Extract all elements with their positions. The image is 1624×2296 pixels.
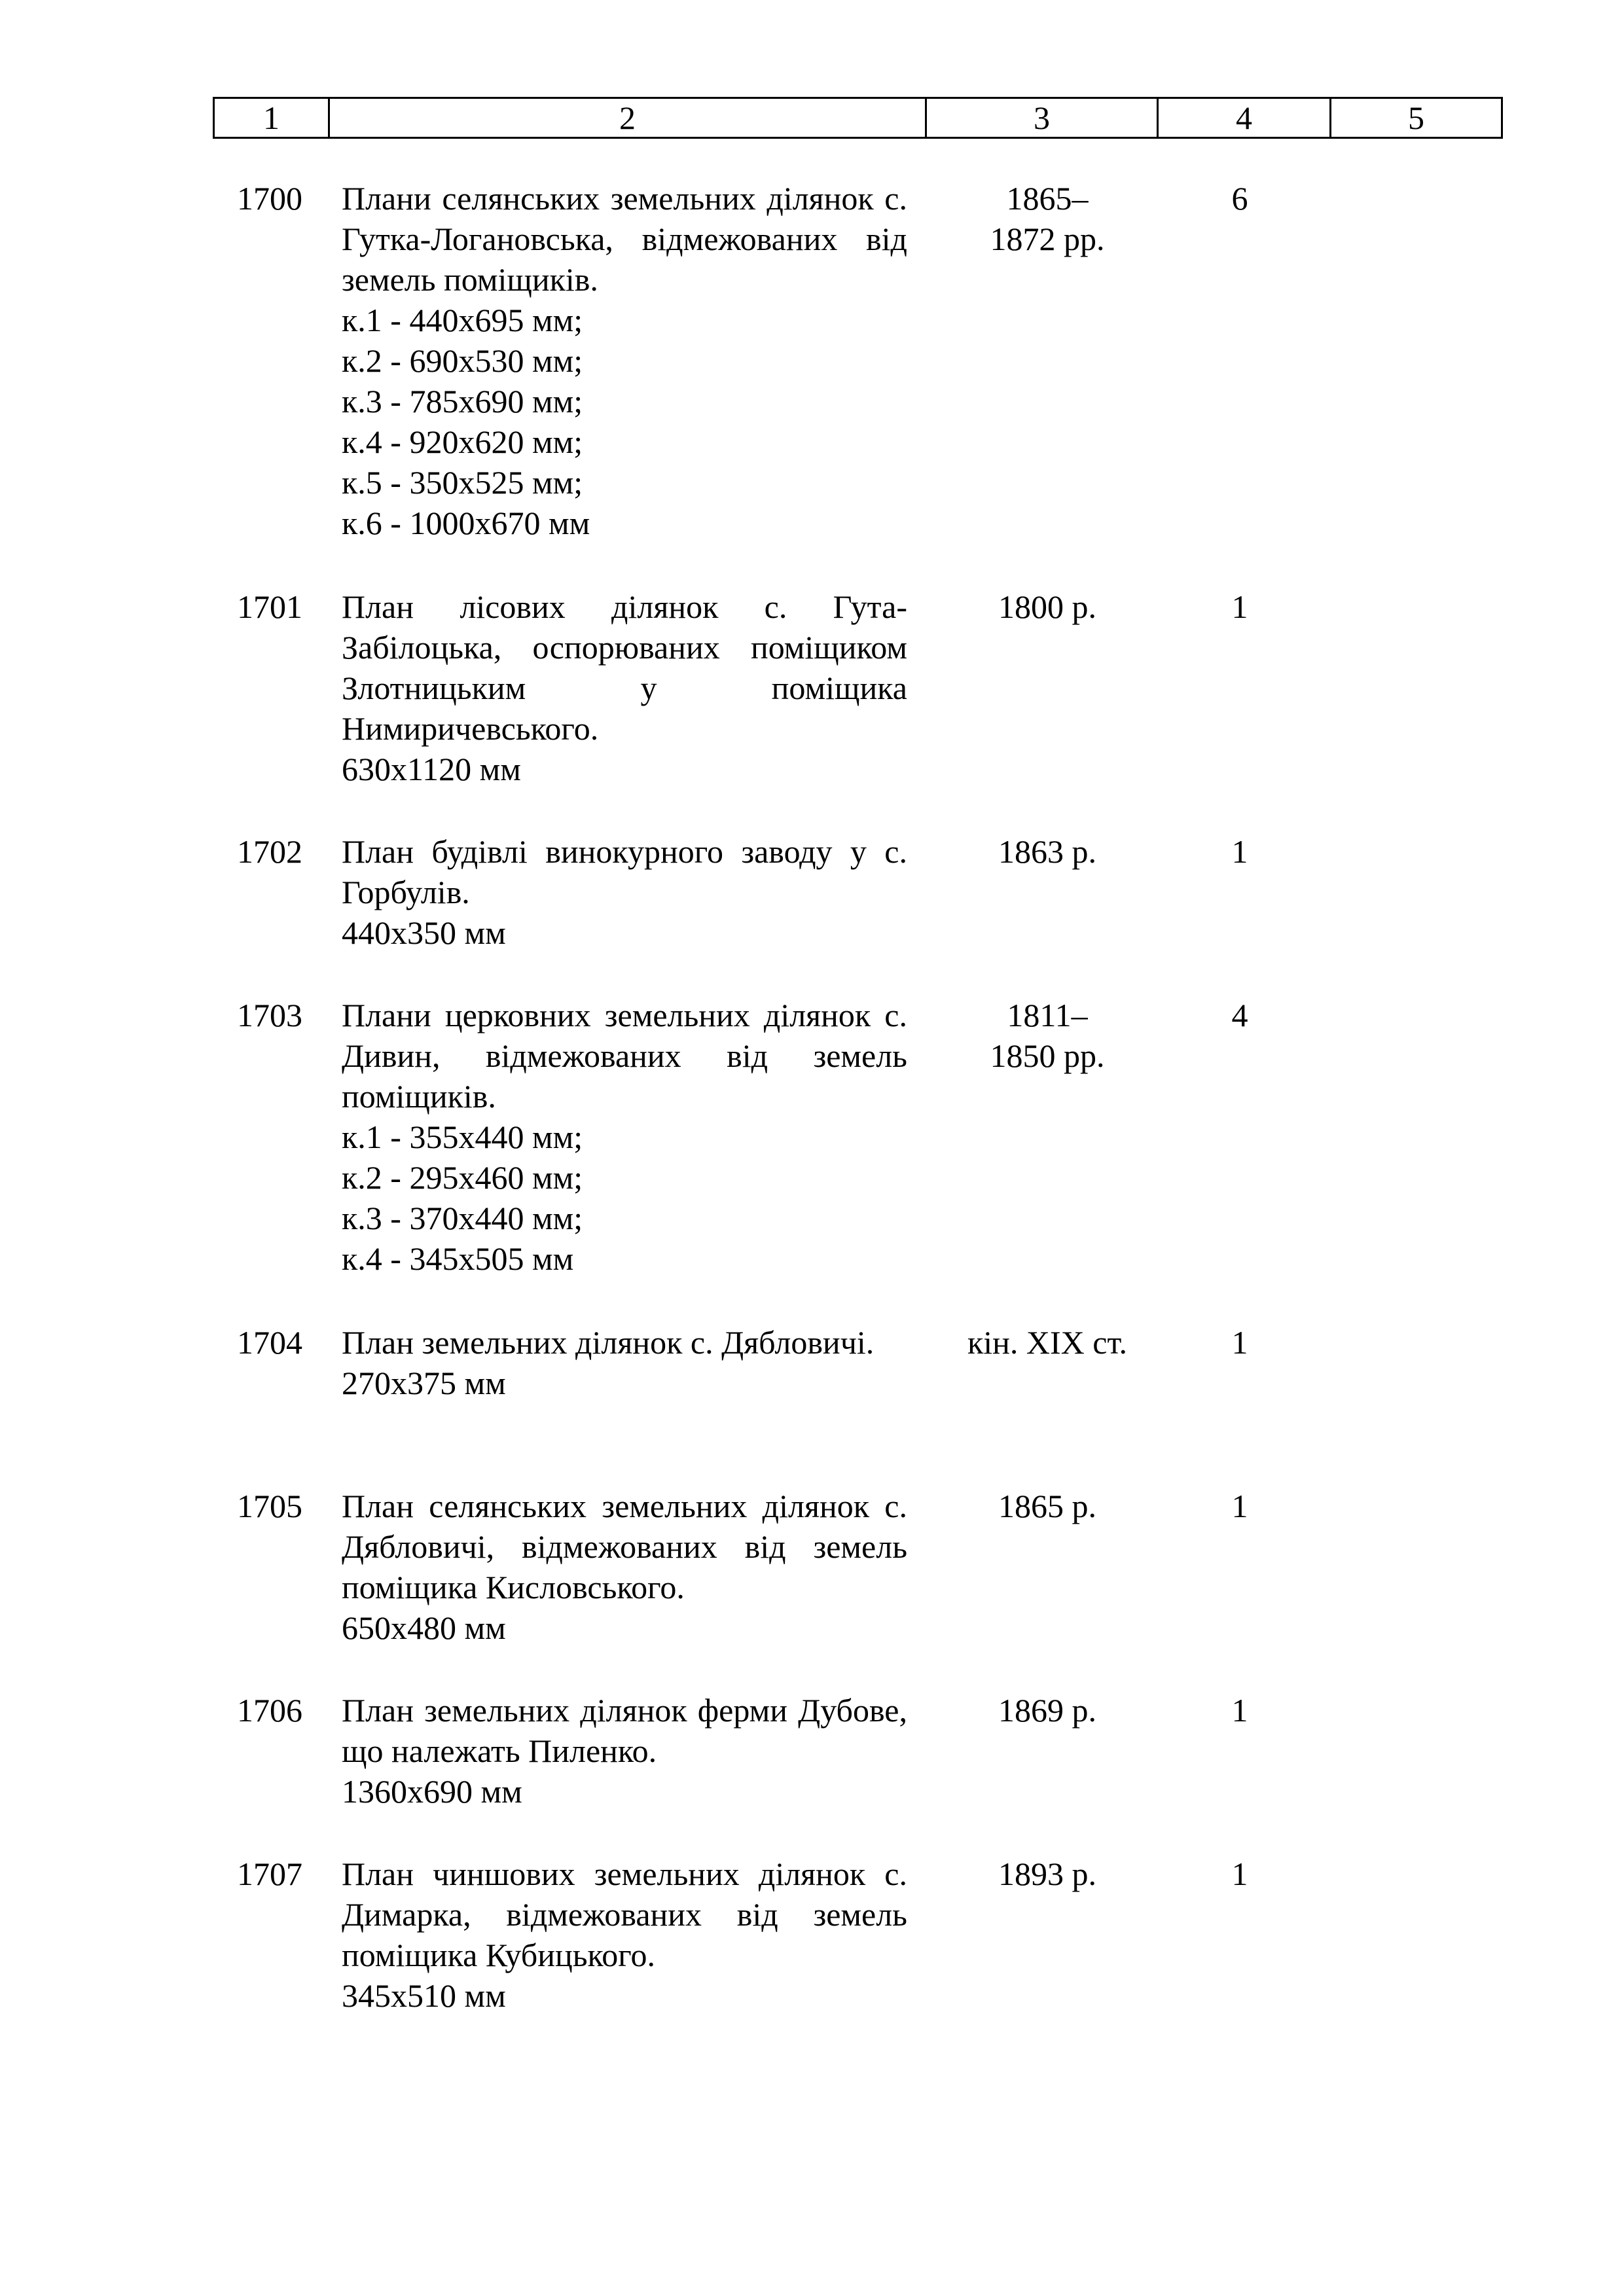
- entry-description: [342, 1690, 907, 1812]
- entry-title: План будівлі винокурного заводу у с. Горбулів.: [342, 833, 907, 910]
- entry-count: 6: [1231, 180, 1248, 217]
- column-header-table: [213, 97, 1503, 139]
- entry-count: 4: [1231, 997, 1248, 1033]
- entry-title: План чиншових земельних ділянок с. Димарка, відмежованих від земель поміщика Кубицького.: [342, 1856, 907, 1973]
- entry-date-line: 1811–: [1007, 997, 1088, 1033]
- column-header-2: 2: [329, 98, 926, 138]
- entry-date-line: 1865 р.: [998, 1488, 1096, 1524]
- entry-count: 1: [1231, 1488, 1248, 1524]
- entry-size: к.2 - 690x530 мм;: [342, 342, 583, 379]
- entry-date: [936, 995, 1159, 1076]
- entry-description: [342, 1854, 907, 2016]
- column-header-5: 5: [1331, 98, 1502, 138]
- entry-number: 1704: [237, 1324, 302, 1361]
- entry-number: 1703: [237, 997, 302, 1033]
- entry-title: План селянських земельних ділянок с. Дябловичі, відмежованих від земель поміщика Кисловського.: [342, 1488, 907, 1605]
- entry-description: [342, 995, 907, 1279]
- entry-number: 1701: [237, 588, 302, 625]
- entry-count: 1: [1231, 1324, 1248, 1361]
- entry-size: к.3 - 785x690 мм;: [342, 383, 583, 420]
- entry-date: [936, 1854, 1159, 1894]
- entry-number: 1707: [237, 1856, 302, 1892]
- entry-title: План лісових ділянок с. Гута-Забілоцька, оспорюваних поміщиком Злотницьким у поміщика Нимиричевського.: [342, 588, 907, 747]
- entry-number: 1705: [237, 1488, 302, 1524]
- entry-size: к.4 - 345x505 мм: [342, 1240, 574, 1277]
- entry-size: к.5 - 350x525 мм;: [342, 464, 583, 501]
- entry-title: Плани селянських земельних ділянок с. Гутка-Логановська, відмежованих від земель поміщиків.: [342, 180, 907, 298]
- entry-date: [936, 586, 1159, 627]
- entry-size: к.4 - 920x620 мм;: [342, 423, 583, 460]
- entry-description: [342, 1322, 907, 1403]
- entry-date: [936, 1690, 1159, 1731]
- entry-date-line: 1865–: [1006, 180, 1089, 217]
- entry-size: к.2 - 295x460 мм;: [342, 1159, 583, 1196]
- entry-size: 270x375 мм: [342, 1365, 506, 1401]
- entry-date-line: 1872 рр.: [990, 221, 1105, 257]
- column-header-4: 4: [1158, 98, 1331, 138]
- entry-date-line: 1893 р.: [998, 1856, 1096, 1892]
- column-header-3: 3: [926, 98, 1158, 138]
- entry-date-line: 1850 рр.: [990, 1037, 1105, 1074]
- entry-size: 345x510 мм: [342, 1977, 506, 2014]
- entry-size: к.1 - 355x440 мм;: [342, 1119, 583, 1155]
- entry-size: 1360x690 мм: [342, 1773, 522, 1810]
- entry-title: Плани церковних земельних ділянок с. Дивин, відмежованих від земель поміщиків.: [342, 997, 907, 1115]
- entry-number: 1706: [237, 1692, 302, 1729]
- entry-date-line: 1800 р.: [998, 588, 1096, 625]
- column-header-1: 1: [214, 98, 329, 138]
- entry-description: [342, 831, 907, 953]
- entry-count: 1: [1231, 588, 1248, 625]
- entry-size: 630x1120 мм: [342, 751, 521, 787]
- entry-size: 440x350 мм: [342, 914, 506, 951]
- entry-date: [936, 1486, 1159, 1526]
- entry-description: [342, 1486, 907, 1648]
- entry-size: к.3 - 370x440 мм;: [342, 1200, 583, 1236]
- entry-date-line: 1869 р.: [998, 1692, 1096, 1729]
- entry-date: [936, 178, 1159, 259]
- entry-size: 650x480 мм: [342, 1609, 506, 1646]
- entry-count: 1: [1231, 833, 1248, 870]
- entry-number: 1702: [237, 833, 302, 870]
- entry-date: [936, 831, 1159, 872]
- column-header-row: [214, 98, 1502, 138]
- entry-description: [342, 586, 907, 789]
- entry-count: 1: [1231, 1692, 1248, 1729]
- entry-title: План земельних ділянок с. Дябловичі.: [342, 1324, 875, 1361]
- entry-date: [936, 1322, 1159, 1363]
- entry-size: к.6 - 1000x670 мм: [342, 505, 590, 541]
- entry-size: к.1 - 440x695 мм;: [342, 302, 583, 338]
- entry-description: [342, 178, 907, 543]
- entry-title: План земельних ділянок ферми Дубове, що належать Пиленко.: [342, 1692, 907, 1769]
- entry-date-line: 1863 р.: [998, 833, 1096, 870]
- entry-number: 1700: [237, 180, 302, 217]
- entry-count: 1: [1231, 1856, 1248, 1892]
- entry-date-line: кін. XIX ст.: [967, 1324, 1128, 1361]
